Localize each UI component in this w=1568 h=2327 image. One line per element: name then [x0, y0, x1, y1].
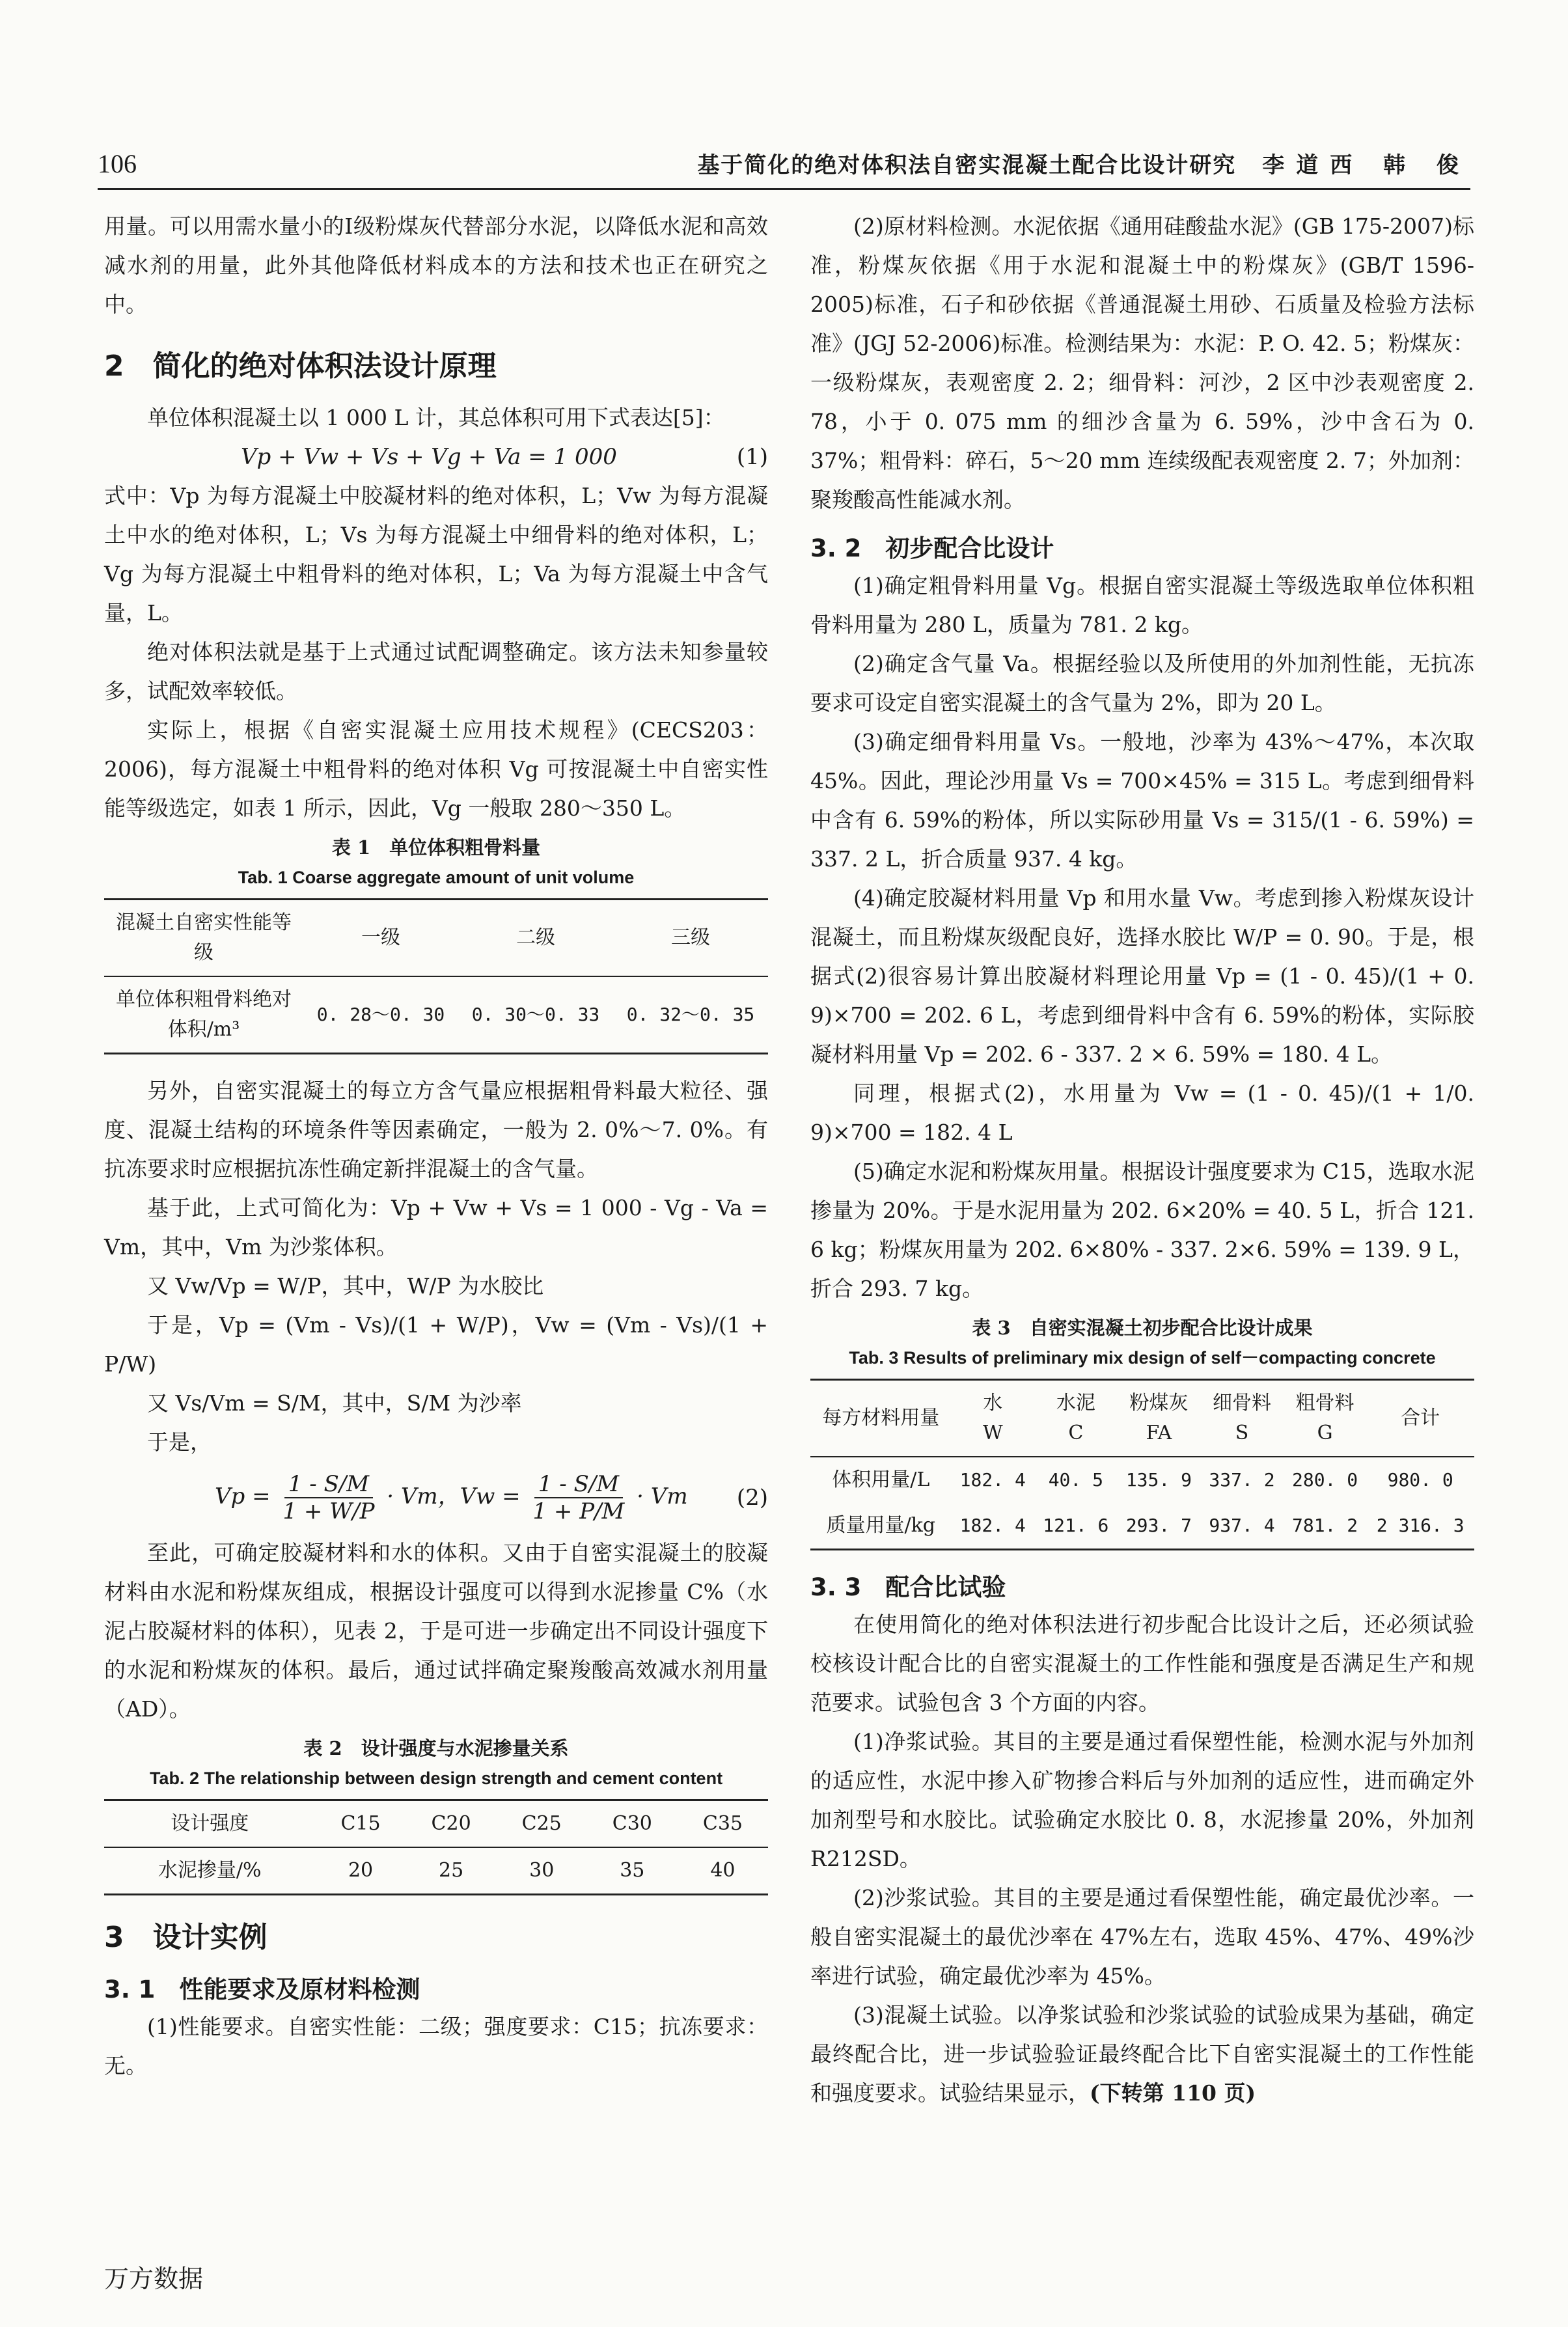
table-cell: 35	[620, 1859, 645, 1882]
table-cell: 937. 4	[1209, 1515, 1275, 1536]
table-cell: 781. 2	[1291, 1515, 1358, 1536]
table-header: C35	[702, 1812, 743, 1835]
table-cell: 0. 30～0. 33	[471, 1004, 600, 1025]
table-caption-en: Tab. 2 The relationship between design strength and cement content	[149, 1769, 723, 1788]
page-number: 106	[98, 149, 137, 178]
table-cell: 182. 4	[959, 1469, 1026, 1491]
paragraph: 同理，根据式(2)，水用量为 Vw = (1 - 0. 45)/(1 + 1/0. 9)×700 = 182. 4 L	[810, 1081, 1474, 1145]
table-cell: 337. 2	[1209, 1469, 1275, 1491]
table-cell: 182. 4	[959, 1515, 1026, 1536]
table-caption: 表 1 单位体积粗骨料量	[331, 836, 541, 859]
equation-number: (1)	[736, 444, 768, 470]
paragraph-text: (3)混凝土试验。以净浆试验和沙浆试验的试验成果为基础，确定最终配合比，进一步试验验证最终配合比下自密实混凝土的工作性能和强度要求。试验结果显示，	[810, 2002, 1474, 2106]
table-cell: 135. 9	[1125, 1469, 1192, 1491]
paragraph: (2)原材料检测。水泥依据《通用硅酸盐水泥》(GB 175-2007)标准，粉煤灰依据《用于水泥和混凝土中的粉煤灰》(GB/T 1596-2005)标准，石子和砂依据《普通混凝土用砂、石质量及检验方法标准》(JGJ 52-2006)标准。检测结果为：水泥：P. O. 42. 5；粉煤灰：一级粉煤灰，表观密度 2. 2；细骨料：河沙，2 区中沙表观密度 2. 78，小于 0. 075 mm 的细沙含量为 6. 59%，沙中含石为 0. 37%；粗骨料：碎石，5～20 mm 连续级配表观密度 2. 7；外加剂：聚羧酸高性能减水剂。	[810, 213, 1474, 512]
table-row	[810, 1457, 1474, 1503]
table-cell: 质量用量/kg	[826, 1514, 935, 1537]
paragraph: (1)性能要求。自密实性能：二级；强度要求：C15；抗冻要求：无。	[104, 2014, 768, 2078]
table-header: 设计强度	[171, 1812, 249, 1835]
paragraph: (4)确定胶凝材料用量 Vp 和用水量 Vw。考虑到掺入粉煤灰设计混凝土，而且粉煤灰级配良好，选择水胶比 W/P = 0. 90。于是，根据式(2)很容易计算出胶凝材料理论用量 Vp = (1 - 0. 45)/(1 + 0. 9)×700 = 202. 6 L，考虑到细骨料中含有 6. 59%的粉体，实际胶凝材料用量 Vp = 202. 6 - 337. 2 × 6. 59% = 180. 4 L。	[810, 885, 1474, 1067]
paragraph: (2)沙浆试验。其目的主要是通过看保塑性能，确定最优沙率。一般自密实混凝土的最优沙率在 47%左右，选取 45%、47%、49%沙率进行试验，确定最优沙率为 45%。	[810, 1885, 1474, 1989]
table-cell: 40	[710, 1859, 736, 1882]
paragraph: 实际上，根据《自密实混凝土应用技术规程》(CECS203：2006)，每方混凝土中粗骨料的绝对体积 Vg 可按混凝土中自密实性能等级选定，如表 1 所示，因此，Vg 一般取 280～350 L。	[104, 717, 768, 821]
table-header: 一级	[361, 926, 400, 949]
paragraph: (1)确定粗骨料用量 Vg。根据自密实混凝土等级选取单位体积粗骨料用量为 280 L，质量为 781. 2 kg。	[810, 573, 1474, 637]
running-authors: 李道西 韩 俊	[1262, 152, 1470, 178]
table-cell: 体积用量/L	[832, 1468, 930, 1491]
paragraph: 于是，	[147, 1429, 212, 1455]
table-header: C15	[340, 1812, 381, 1835]
table-cell: 980. 0	[1387, 1469, 1453, 1491]
table-row	[104, 976, 768, 1054]
paragraph: 单位体积混凝土以 1 000 L 计，其总体积可用下式表达[5]：	[147, 405, 725, 430]
paragraph: 于是，Vp = (Vm - Vs)/(1 + W/P)，Vw = (Vm - Vs)/(1 + P/W)	[104, 1312, 768, 1377]
fraction: $\frac{1 - S/M}{1 + P/M}$	[532, 1471, 625, 1524]
table-header: 二级	[516, 926, 555, 949]
table-cell: 30	[529, 1859, 555, 1882]
right-column	[810, 207, 1474, 2113]
table-caption: 表 3 自密实混凝土初步配合比设计成果	[972, 1317, 1313, 1339]
table-header: C20	[431, 1812, 471, 1835]
section-heading: 2 简化的绝对体积法设计原理	[104, 350, 497, 383]
table-caption-en: Tab. 1 Coarse aggregate amount of unit volume	[238, 868, 635, 887]
equation-2	[104, 1462, 768, 1534]
table-header: 三级	[671, 926, 710, 949]
equation-number: (2)	[736, 1485, 768, 1511]
fraction: $\frac{1 - S/M}{1 + W/P}$	[282, 1471, 375, 1524]
paragraph: 至此，可确定胶凝材料和水的体积。又由于自密实混凝土的胶凝材料由水泥和粉煤灰组成，根据设计强度可以得到水泥掺量 C%（水泥占胶凝材料的体积），见表 2，于是可进一步确定出不同设计强度下的水泥和粉煤灰的体积。最后，通过试拌确定聚羧酸高效减水剂用量（AD）。	[104, 1540, 768, 1722]
table-cell: 121. 6	[1043, 1515, 1109, 1536]
table-caption: 表 2 设计强度与水泥掺量关系	[303, 1737, 569, 1759]
table-cell: 单位体积粗骨料绝对体积/m³	[116, 988, 292, 1041]
paragraph: 式中：Vp 为每方混凝土中胶凝材料的绝对体积，L；Vw 为每方混凝土中水的绝对体积，L；Vs 为每方混凝土中细骨料的绝对体积，L；Vg 为每方混凝土中粗骨料的绝对体积，L；Va 为每方混凝土中含气量，L。	[104, 483, 768, 626]
subsection-heading: 3. 3 配合比试验	[810, 1573, 1006, 1601]
table-2	[104, 1799, 768, 1895]
table-cell: 20	[348, 1859, 374, 1882]
table-3	[810, 1379, 1474, 1550]
page-header	[98, 140, 1470, 190]
table-cell: 40. 5	[1048, 1469, 1103, 1491]
paragraph: 绝对体积法就是基于上式通过试配调整确定。该方法未知参量较多，试配效率较低。	[104, 639, 768, 704]
table-cell: 280. 0	[1291, 1469, 1358, 1491]
paragraph: (2)确定含气量 Va。根据经验以及所使用的外加剂性能，无抗冻要求可设定自密实混凝土的含气量为 2%，即为 20 L。	[810, 651, 1474, 715]
section-heading: 3 设计实例	[104, 1921, 268, 1954]
table-header: C30	[612, 1812, 652, 1835]
paragraph: 另外，自密实混凝土的每立方含气量应根据粗骨料最大粒径、强度、混凝土结构的环境条件等因素确定，一般为 2. 0%～7. 0%。有抗冻要求时应根据抗冻性确定新拌混凝土的含气量。	[104, 1078, 768, 1181]
table-cell: 2 316. 3	[1376, 1515, 1465, 1536]
subsection-heading: 3. 2 初步配合比设计	[810, 534, 1054, 562]
table-cell: 25	[439, 1859, 464, 1882]
paragraph: (3)确定细骨料用量 Vs。一般地，沙率为 43%～47%，本次取 45%。因此，理论沙用量 Vs = 700×45% = 315 L。考虑到细骨料中含有 6. 59%的粉体，所以实际砂用量 Vs = 315/(1 - 6. 59%) = 337. 2 L，折合质量 937. 4 kg。	[810, 729, 1474, 872]
equation-body: Vp = $\frac{1 - S/M}{1 + W/P}$ · Vm，Vw = $\frac{1 - S/M}{1 + P/M}$ · Vm	[215, 1471, 688, 1524]
paragraph: (1)净浆试验。其目的主要是通过看保塑性能，检测水泥与外加剂的适应性，水泥中掺入矿物掺合料后与外加剂的适应性，进而确定外加剂型号和水胶比。试验确定水胶比 0. 8，水泥掺量 20%，外加剂 R212SD。	[810, 1729, 1474, 1871]
running-title: 基于简化的绝对体积法自密实混凝土配合比设计研究	[697, 152, 1237, 178]
continued-note: (下转第 110 页)	[1090, 2080, 1256, 2106]
equation-1	[104, 437, 768, 476]
table-cell: 0. 28～0. 30	[316, 1004, 445, 1025]
paragraph: 又 Vs/Vm = S/M，其中，S/M 为沙率	[147, 1390, 522, 1416]
table-row	[810, 1503, 1474, 1550]
table-caption-en: Tab. 3 Results of preliminary mix design of self－compacting concrete	[849, 1348, 1436, 1368]
table-header: 混凝土自密实性能等级	[116, 911, 292, 964]
watermark: 万方数据	[104, 2265, 204, 2293]
equation-body: Vp + Vw + Vs + Vg + Va = 1 000	[241, 444, 617, 470]
table-header: 合计	[1401, 1407, 1440, 1429]
table-1	[104, 898, 768, 1054]
left-column	[104, 207, 768, 2086]
paragraph: 又 Vw/Vp = W/P，其中，W/P 为水胶比	[147, 1273, 544, 1299]
paragraph: 在使用简化的绝对体积法进行初步配合比设计之后，还必须试验校核设计配合比的自密实混凝土的工作性能和强度是否满足生产和规范要求。试验包含 3 个方面的内容。	[810, 1612, 1474, 1715]
table-header: 粗骨料 G	[1295, 1392, 1355, 1444]
table-header: 粉煤灰 FA	[1129, 1392, 1189, 1444]
table-row	[104, 1847, 768, 1895]
subsection-heading: 3. 1 性能要求及原材料检测	[104, 1976, 420, 2003]
table-cell: 0. 32～0. 35	[626, 1004, 755, 1025]
paragraph: 基于此，上式可简化为：Vp + Vw + Vs = 1 000 - Vg - Va = Vm，其中，Vm 为沙浆体积。	[104, 1195, 768, 1260]
table-header: 水泥 C	[1056, 1392, 1095, 1444]
table-header: 水 W	[982, 1392, 1003, 1444]
table-header: C25	[521, 1812, 562, 1835]
table-cell: 293. 7	[1125, 1515, 1192, 1536]
paragraph: (5)确定水泥和粉煤灰用量。根据设计强度要求为 C15，选取水泥掺量为 20%。于是水泥用量为 202. 6×20% = 40. 5 L，折合 121. 6 kg；粉煤灰用量为 202. 6×80% - 337. 2×6. 59% = 139. 9 L，折合 293. 7 kg。	[810, 1159, 1474, 1301]
table-header: 细骨料 S	[1212, 1392, 1271, 1444]
table-header: 每方材料用量	[822, 1407, 940, 1429]
paragraph: 用量。可以用需水量小的Ⅰ级粉煤灰代替部分水泥，以降低水泥和高效减水剂的用量，此外其他降低材料成本的方法和技术也正在研究之中。	[104, 213, 768, 317]
paragraph	[810, 1996, 1474, 2113]
table-cell: 水泥掺量/%	[158, 1859, 262, 1882]
